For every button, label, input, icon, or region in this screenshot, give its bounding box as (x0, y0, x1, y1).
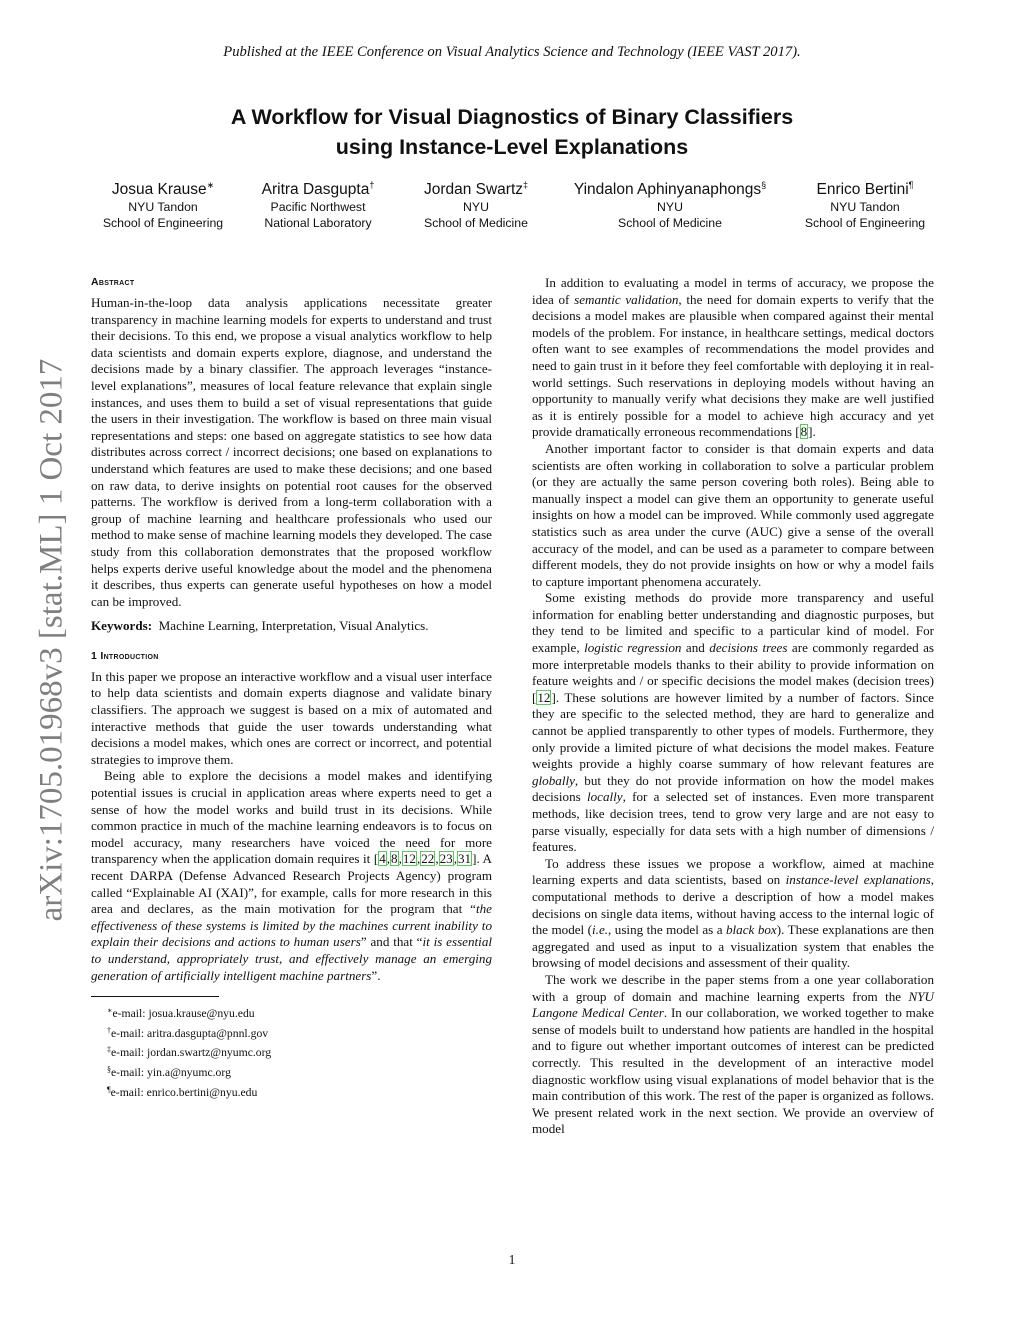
abstract-heading: Abstract (91, 276, 135, 288)
title-line-1: A Workflow for Visual Diagnostics of Binary Classifiers (230, 105, 794, 129)
author-affiliation: National Laboratory (264, 216, 372, 230)
intro-paragraph-2: Being able to explore the decisions a model makes and identifying potential issues is crucial in application areas where experts need to get a sense of how the model works and build trust in its decisions. While common practice in much of the machine learning endeavors is to focus on model accuracy, many researchers have voiced the need for more transparency when the application domain requires it [4,8,12,22,23,31]. A recent DARPA (Defense Advanced Research Projects Agency) program called “Explainable AI (XAI)”, for example, calls for more research in this area and declares, as the main motivation for the program that “the effectiveness of these systems is limited by the machines current inability to explain their decisions and actions to human users” and that “it is essential to understand, appropriately trust, and effectively manage an emerging generation of artificially intelligent machine partners”. (91, 768, 493, 983)
author-affiliation: NYU Tandon (830, 200, 900, 214)
keywords (91, 618, 492, 635)
author-mark: ‡ (523, 180, 529, 190)
citation-link[interactable]: 22 (421, 851, 435, 867)
left-column (91, 275, 492, 1101)
author-mark: ∗ (206, 180, 215, 190)
footnote-rule (91, 996, 219, 997)
author-block (790, 176, 940, 231)
citation-link[interactable]: 12 (537, 689, 551, 705)
footnote: §e-mail: yin.a@nyumc.org (107, 1064, 231, 1079)
conference-header: Published at the IEEE Conference on Visual Analytics Science and Technology (IEEE VAST 2017). (223, 44, 801, 60)
body-paragraph: Another important factor to consider is that domain experts and data scientists are often working in collaboration to solve a particular problem (or they are actually the same person covering both roles). Being able to manually inspect a model can give them an opportunity to generate useful insights on how a model can be improved. While commonly used aggregate statistics such as area under the curve (AUC) give a sense of the overall accuracy of the model, and can be used as a parameter to compare between different models, they do not provide insights on how or why a model fails to capture important phenomena accurately. (532, 440, 934, 589)
footnotes (91, 996, 492, 1101)
keywords-label: Keywords: (91, 618, 153, 634)
author-affiliation: NYU Tandon (128, 200, 198, 214)
arxiv-identifier: arXiv:1705.01968v3 [stat.ML] 1 Oct 2017 (33, 358, 70, 922)
body-paragraph: To address these issues we propose a workflow, aimed at machine learning experts and data scientists, based on instance-level explanations, computational methods to derive a description of how a model makes decisions on single data items, without having access to the internal logic of the model (i.e., using the model as a black box). These explanations are then aggregated and used as input to a visualization system that enables the browsing of model decisions and assessment of their quality. (532, 855, 934, 971)
author-affiliation: NYU (463, 200, 489, 214)
author-affiliation: School of Engineering (102, 216, 224, 230)
quote-emphasis: it is essential to understand, appropriately trust, and effectively manage an emerging generation of artificially intelligent machine partners (91, 934, 493, 983)
citation-link[interactable]: 8 (800, 424, 808, 440)
author-name: Jordan Swartz (423, 181, 524, 198)
footnote: †e-mail: aritra.dasgupta@pnnl.gov (107, 1025, 269, 1040)
citation-link[interactable]: 31 (457, 851, 472, 867)
citation-link[interactable]: 23 (439, 851, 453, 867)
author-affiliation: Pacific Northwest (270, 200, 366, 214)
keywords-text: Machine Learning, Interpretation, Visual Analytics. (158, 618, 429, 634)
footnote: ∗e-mail: josua.krause@nyu.edu (107, 1006, 255, 1021)
quote-emphasis: the effectiveness of these systems is limited by the machines current inability to explain their decisions and actions to human users (91, 901, 492, 950)
author-block (88, 176, 238, 231)
intro-paragraph-1: In this paper we propose an interactive workflow and a visual user interface to help data scientists and domain experts diagnose and validate binary classifiers. The approach we suggest is based on a mix of automated and interactive methods that guide the user towards understanding what decisions a model makes, which ones are correct or incorrect, and potential strategies to improve them. (91, 668, 492, 767)
citation-link[interactable]: 4 (379, 851, 386, 867)
footnote: ¶e-mail: enrico.bertini@nyu.edu (107, 1084, 258, 1099)
citation-link[interactable]: 12 (402, 851, 416, 867)
author-name: Yindalon Aphinyanaphongs (573, 181, 762, 198)
intro-heading: 1 Introduction (91, 649, 159, 662)
author-name: Josua Krause (111, 181, 207, 198)
citation-link[interactable]: 8 (391, 851, 398, 867)
body-paragraph: Some existing methods do provide more transparency and useful information for enabling better understanding and diagnostic purposes, but they tend to be limited and specific to a particular kind of model. For example, logistic regression and decisions trees are commonly regarded as more interpretable models thanks to their ability to provide information on feature weights and / or specific decisions the model makes (decision trees) [12]. These solutions are however limited by a number of factors. Since they are specific to the selected method, they are hard to generalize and cannot be applied transparently to other types of models. Furthermore, they only provide a limited picture of what decisions the model makes. Feature weights provide a highly coarse summary of how relevant features are globally, but they do not provide information on how the model makes decisions locally, for a selected set of instances. Even more transparent methods, like decision trees, tend to grow very large and are not easy to parse visually, especially for data sets with a high number of dimensions / features. (532, 590, 935, 855)
author-name: Aritra Dasgupta (261, 181, 370, 198)
author-affiliation: School of Engineering (804, 216, 926, 230)
author-affiliation: NYU (657, 200, 683, 214)
author-mark: § (761, 180, 767, 190)
author-mark: ¶ (908, 180, 914, 190)
body-paragraph: The work we describe in the paper stems from a one year collaboration with a group of domain and machine learning experts from the NYU Langone Medical Center. In our collaboration, we worked together to make sense of models built to understand how patients are handled in the hospital and to figure out whether important outcomes of interest can be predicted correctly. This resulted in the development of an interactive model diagnostic workflow using visual explanations of model behavior that is the main contribution of this work. The rest of the paper is organized as follows. We present related work in the next section. We provide an overview of model (532, 971, 934, 1137)
author-name: Enrico Bertini (816, 181, 909, 198)
body-paragraph: In addition to evaluating a model in terms of accuracy, we propose the idea of semantic validation, the need for domain experts to verify that the decisions a model makes are plausible when compared against their mental models of the problem. For instance, in healthcare settings, medical doctors often want to see examples of recommendations the model provides and need to gain trust in it before they feel comfortable with deploying it in real-world settings. Such reservations in deploying models without having an opportunity to manually verify what decisions they make are well justified as it is entirely possible for a model to achieve high accuracy and yet provide dramatically erroneous recommendations [8]. (532, 275, 934, 440)
page-number: 1 (508, 1252, 516, 1267)
title-line-2: using Instance-Level Explanations (335, 135, 689, 159)
author-block (248, 176, 388, 231)
author-block (560, 176, 780, 231)
abstract-text: Human-in-the-loop data analysis applications necessitate greater transparency in machine learning models for experts to understand and trust their decisions. To this end, we propose a visual analytics workflow to help data scientists and domain experts explore, diagnose, and understand the decisions made by a binary classifier. The approach leverages “instance-level explanations”, measures of local feature relevance that explain single instances, and uses them to build a set of visual representations that guide the users in their investigation. The workflow is based on three main visual representations and steps: one based on aggregate statistics to see how data distributes across correct / incorrect decisions; one based on explanations to understand which features are used to make these decisions; and one based on raw data, to derive insights on potential root causes for the observed patterns. The workflow is derived from a long-term collaboration with a group of machine learning and healthcare professionals who used our method to make sense of machine learning models they developed. The case study from this collaboration demonstrates that the proposed workflow helps experts derive useful knowledge about the model and the phenomena it describes, thus experts can generate useful hypotheses on how a model can be improved. (91, 295, 492, 609)
footnote: ‡e-mail: jordan.swartz@nyumc.org (107, 1045, 272, 1060)
author-mark: † (369, 180, 375, 190)
right-column (532, 275, 934, 1138)
author-affiliation: School of Medicine (618, 216, 722, 230)
author-affiliation: School of Medicine (424, 216, 528, 230)
paper-title (112, 102, 912, 162)
author-block (406, 176, 546, 231)
